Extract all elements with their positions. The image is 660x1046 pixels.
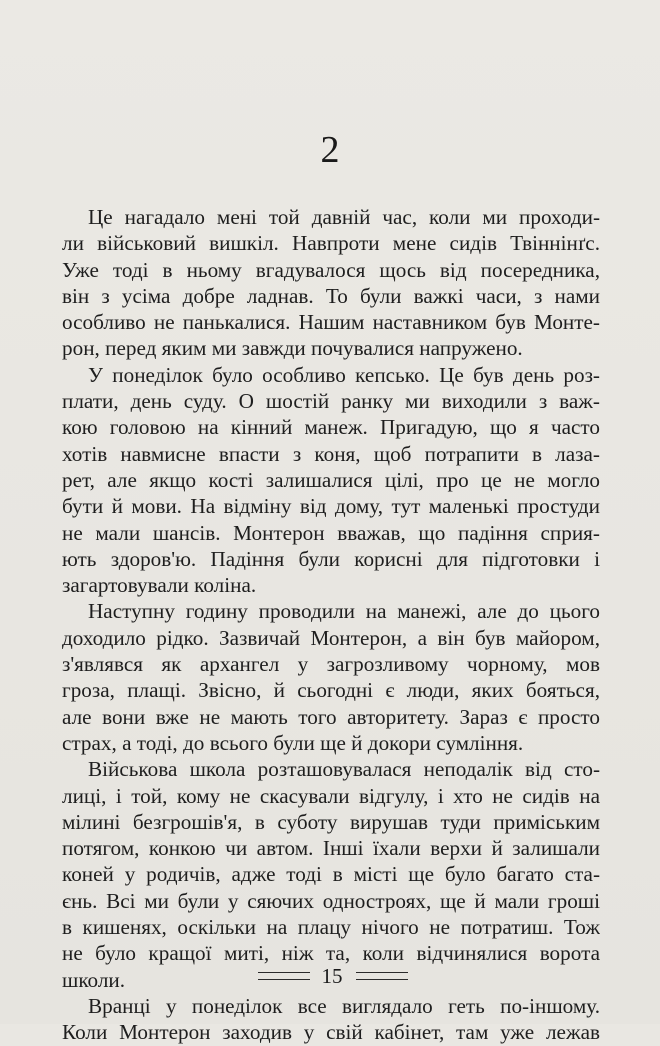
text-line: ли військовий вишкіл. Навпроти мене сидів Твіннінґс.	[62, 231, 600, 256]
text-line: Вранці у понеділок все виглядало геть по-іншому.	[88, 993, 600, 1018]
text-line: Це нагадало мені той давній час, коли ми проходи-	[88, 205, 600, 229]
paragraph	[62, 756, 600, 993]
text-line: в кишенях, оскільки на плацу нічого не потратиш. Тож	[62, 915, 600, 940]
paragraph	[62, 204, 600, 362]
text-line: бути й мови. На відміну від дому, тут маленькі простуди	[62, 494, 600, 519]
text-line: Коли Монтерон заходив у свій кабінет, там уже лежав	[62, 1020, 600, 1045]
text-line: Військова школа розташовувалася неподалік від сто-	[88, 757, 600, 782]
text-line: хотів навмисне впасти з коня, щоб потрапити в лаза-	[62, 441, 600, 466]
text-line: коней у родичів, адже тоді в місті ще було багато ста-	[62, 862, 600, 887]
text-line: гроза, плащі. Звісно, й сьогодні є люди, яких бояться,	[62, 678, 600, 703]
paragraph	[62, 993, 600, 1046]
text-line: не було кращої миті, ніж та, коли відчинялися ворота	[62, 941, 600, 966]
footer-ornament-left	[258, 972, 310, 980]
chapter-number: 2	[320, 129, 340, 171]
text-line: У понеділок було особливо кепсько. Це був день роз-	[88, 362, 600, 387]
paragraph	[62, 362, 600, 599]
text-line: мілині безгрошів'я, в суботу вирушав туди приміським	[62, 809, 600, 834]
body-text	[62, 204, 600, 1046]
text-line: але вони вже не мають того авторитету. Зараз є просто	[62, 704, 600, 729]
text-line: потягом, конкою чи автом. Інші їхали верхи й залишали	[62, 836, 600, 861]
footer-ornament-right	[356, 972, 408, 980]
text-line: лиці, і той, кому не скасували відгулу, і хто не сидів на	[62, 783, 600, 808]
text-line: рет, але якщо кості залишалися цілі, про це не могло	[62, 467, 600, 492]
text-line: загартовували коліна.	[62, 573, 257, 598]
text-line: страх, а тоді, до всього були ще й докори сумління.	[62, 730, 524, 755]
page-number: 15	[321, 964, 343, 988]
text-line: Наступну годину проводили на манежі, але до цього	[88, 599, 600, 624]
text-line: з'являвся як архангел у загрозливому чорному, мов	[62, 652, 600, 677]
paragraph	[62, 598, 600, 756]
text-line: кою головою на кінний манеж. Пригадую, що я часто	[62, 415, 600, 440]
text-line: єнь. Всі ми були у сяючих одностроях, ще й мали гроші	[62, 888, 600, 913]
text-line: ють здоров'ю. Падіння були корисні для підготовки і	[62, 546, 600, 571]
text-line: плати, день суду. О шостій ранку ми виходили з важ-	[62, 389, 600, 414]
text-line: доходило рідко. Зазвичай Монтерон, а він був майором,	[62, 625, 600, 650]
text-line: особливо не панькалися. Нашим наставником був Монте-	[62, 310, 600, 335]
text-line: рон, перед яким ми завжди почувалися напружено.	[62, 336, 523, 361]
page-footer	[0, 962, 660, 992]
text-line: він з усіма добре ладнав. То були важкі часи, з нами	[62, 283, 600, 308]
text-line: Уже тоді в ньому вгадувалося щось від посередника,	[62, 257, 600, 282]
text-line: школи.	[62, 967, 126, 992]
text-line: не мали шансів. Монтерон вважав, що падіння сприя-	[62, 520, 600, 545]
